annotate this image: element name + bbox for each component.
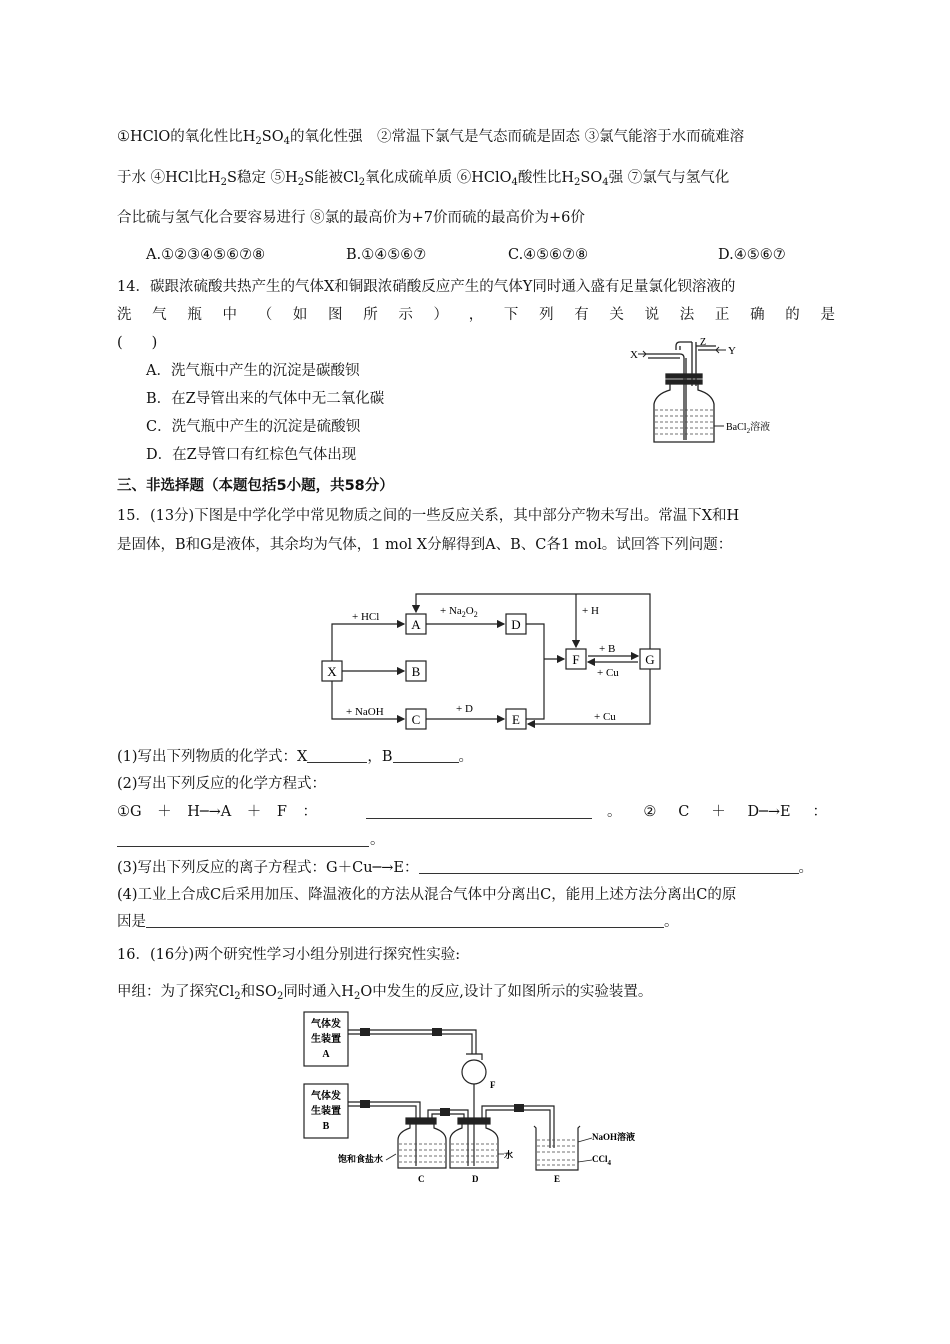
q13-option-a[interactable]: A.①②③④⑤⑥⑦⑧: [146, 247, 266, 263]
answer-blank-reason[interactable]: [146, 912, 664, 928]
svg-text:X: X: [327, 664, 337, 679]
svg-text:+ B: + B: [599, 643, 616, 655]
q14-option-a[interactable]: A．洗气瓶中产生的沉淀是碳酸钡: [146, 363, 360, 379]
svg-text:NaOH溶液: NaOH溶液: [592, 1132, 636, 1142]
svg-text:气体发: 气体发: [311, 1091, 341, 1102]
svg-text:生装置: 生装置: [311, 1034, 341, 1045]
q15-part-3: (3)写出下列反应的离子方程式：G＋Cu─→E： 。: [117, 860, 814, 876]
q15-part-1: (1)写出下列物质的化学式：X ，B 。: [117, 749, 474, 765]
svg-text:水: 水: [504, 1150, 514, 1160]
svg-text:A: A: [322, 1049, 330, 1060]
svg-text:+ Cu: + Cu: [594, 711, 616, 723]
answer-blank-b[interactable]: [393, 747, 459, 763]
q14-stem-line-1: 14．碳跟浓硫酸共热产生的气体X和铜跟浓硝酸反应产生的气体Y同时通入盛有足量氯化钡溶液的: [117, 279, 736, 295]
svg-text:D: D: [472, 1174, 479, 1184]
svg-text:D: D: [511, 617, 521, 632]
svg-text:G: G: [645, 652, 655, 667]
svg-text:生装置: 生装置: [311, 1106, 341, 1117]
q15-equation-1: ①G ＋ H─→A ＋ F ：: [117, 804, 317, 820]
q13-option-d[interactable]: D.④⑤⑥⑦: [718, 247, 786, 263]
q14-stem-line-2: 洗 气 瓶 中 （ 如 图 所 示 ） ， 下 列 有 关 说 法 正 确 的 是: [117, 307, 835, 323]
gas-washing-bottle-figure: [620, 336, 780, 446]
bacl2-solution-label: BaCl$_2$溶液: [726, 422, 771, 435]
q15-part-2: (2)写出下列反应的化学方程式：: [117, 776, 327, 792]
svg-text:饱和食盐水: 饱和食盐水: [338, 1154, 384, 1164]
q13-option-b[interactable]: B.①④⑤⑥⑦: [346, 247, 427, 263]
svg-text:E: E: [512, 712, 520, 727]
svg-text:F: F: [572, 652, 580, 667]
q13-statement-line-1: ①HClO的氧化性比$H_2SO_4$的氧化性强 ②常温下氯气是气态而硫是固态 ③氯气能溶于水而硫难溶: [117, 129, 745, 147]
gas-x-label: X: [630, 349, 638, 361]
q16-stem-line-1: 16．(16分)两个研究性学习小组分别进行探究性实验:: [117, 947, 461, 963]
answer-blank-equation-2[interactable]: [117, 831, 369, 847]
tube-z-label: Z: [700, 337, 707, 348]
svg-text:B: B: [322, 1121, 330, 1132]
reaction-relationship-diagram: [316, 584, 676, 736]
q14-option-d[interactable]: D．在Z导管口有红棕色气体出现: [146, 447, 357, 463]
q14-option-b[interactable]: B．在Z导管出来的气体中无二氧化碳: [146, 391, 385, 407]
q15-equation-2-end: 。: [370, 832, 385, 848]
q15-part-4-line-1: (4)工业上合成C后采用加压、降温液化的方法从混合气体中分离出C，能用上述方法分离出C的原: [117, 887, 737, 903]
svg-text:+ Na2O2: + $Na_2O_2$: [440, 605, 478, 619]
svg-text:+ D: + D: [456, 703, 473, 715]
svg-text:+ H: + H: [582, 605, 599, 617]
q13-statement-line-3: 合比硫与氢气化合要容易进行 ⑧氯的最高价为+7价而硫的最高价为+6价: [117, 210, 585, 226]
q15-part-4-line-2: 因是 。: [117, 914, 679, 930]
q16-stem-line-2: 甲组：为了探究$Cl_2$和$SO_2$同时通入$H_2O$中发生的反应,设计了如图所示的实验装置。: [117, 984, 653, 1002]
answer-blank-ionic-equation[interactable]: [419, 858, 799, 874]
answer-blank-x[interactable]: [307, 747, 367, 763]
gas-y-label: Y: [728, 345, 736, 357]
answer-blank-equation-1[interactable]: [366, 803, 592, 819]
svg-text:气体发: 气体发: [311, 1019, 341, 1030]
svg-text:B: B: [411, 664, 421, 679]
svg-text:+ NaOH: + NaOH: [346, 706, 384, 718]
svg-text:A: A: [411, 617, 421, 632]
q14-option-c[interactable]: C．洗气瓶中产生的沉淀是硫酸钡: [146, 419, 361, 435]
svg-text:C: C: [418, 1174, 425, 1184]
svg-text:C: C: [411, 712, 421, 727]
q14-answer-paren: ( ): [117, 335, 158, 351]
experiment-apparatus-figure: [300, 1010, 660, 1190]
q15-equation-2: 。 ② C ＋ D─→E ：: [607, 804, 827, 820]
svg-text:+ HCl: + HCl: [352, 611, 380, 623]
q13-statement-line-2: 于水 ④HCl比$H_2S$稳定 $⑤H_2S$能被$Cl_2$氧化成硫单质 ⑥HClO$_4$酸性比$H_2SO_4$强 ⑦氯气与氢气化: [117, 170, 730, 188]
q15-stem-line-1: 15．(13分)下图是中学化学中常见物质之间的一些反应关系，其中部分产物未写出。常温下X和H: [117, 508, 740, 524]
q13-option-c[interactable]: C.④⑤⑥⑦⑧: [508, 247, 589, 263]
section-heading-nonchoice: 三、非选择题（本题包括5小题，共58分）: [117, 478, 394, 494]
svg-text:+ Cu: + Cu: [597, 667, 619, 679]
svg-text:E: E: [554, 1174, 561, 1184]
q15-stem-line-2: 是固体，B和G是液体，其余均为气体，1 mol X分解得到A、B、C各1 mol。试回答下列问题：: [117, 537, 733, 553]
svg-text:F: F: [490, 1080, 496, 1090]
svg-text:CCl4: CCl$_4$: [592, 1154, 611, 1167]
